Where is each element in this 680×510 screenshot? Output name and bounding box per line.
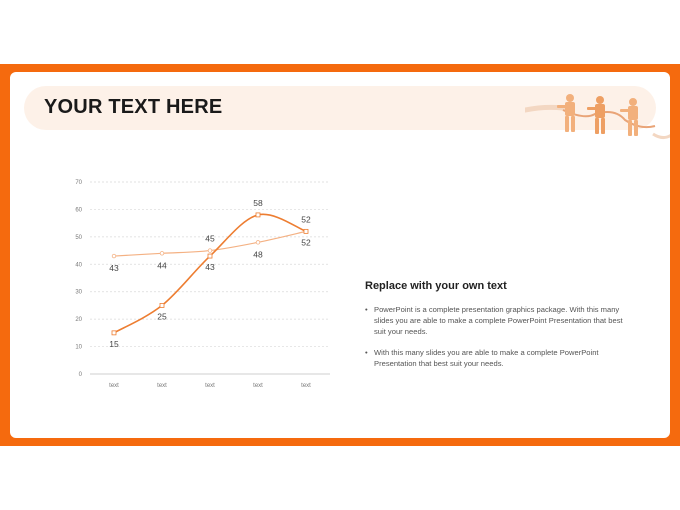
bullet-item — [365, 304, 625, 337]
data-label: 43 — [109, 263, 119, 274]
x-tick-label: text — [301, 383, 311, 389]
data-point — [112, 331, 116, 335]
data-point — [256, 241, 260, 245]
y-tick-label: 60 — [75, 207, 82, 214]
data-label: 44 — [157, 260, 167, 271]
bullet-text: PowerPoint is a complete presentation graphics package. With this many slides you are able to make a complete PowerPoint Presentation that best suit your needs. — [374, 305, 623, 336]
data-label: 52 — [301, 214, 311, 225]
data-label: 43 — [205, 262, 215, 273]
data-label: 48 — [253, 249, 263, 260]
data-point — [160, 252, 164, 256]
x-tick-label: text — [205, 383, 215, 389]
data-label: 45 — [205, 233, 215, 244]
y-tick-label: 70 — [75, 180, 82, 186]
y-tick-label: 50 — [75, 234, 82, 241]
x-tick-label: text — [109, 383, 119, 389]
text-panel — [365, 280, 625, 379]
bullet-dot: • — [365, 348, 368, 357]
line-chart — [60, 172, 350, 438]
data-label: 52 — [301, 237, 311, 248]
data-label: 58 — [253, 197, 263, 208]
text-heading: Replace with your own text — [365, 280, 507, 292]
y-tick-label: 30 — [75, 289, 82, 296]
firefighters-illustration — [525, 90, 670, 150]
data-point — [160, 303, 164, 307]
data-point — [208, 254, 212, 258]
x-tick-label: text — [253, 383, 263, 389]
slide-content — [10, 72, 670, 438]
data-point — [112, 254, 116, 258]
bullet-dot: • — [365, 305, 368, 314]
page-title: YOUR TEXT HERE — [44, 96, 223, 118]
data-label: 15 — [109, 338, 119, 349]
y-tick-label: 40 — [75, 262, 82, 269]
data-point — [256, 213, 260, 217]
slide-frame — [0, 64, 680, 446]
y-tick-label: 10 — [75, 344, 82, 351]
y-tick-label: 0 — [78, 372, 82, 378]
y-tick-label: 20 — [75, 317, 82, 324]
data-point — [304, 229, 308, 233]
bullet-text: With this many slides you are able to make a complete PowerPoint Presentation that best suit your needs. — [374, 348, 599, 368]
x-tick-label: text — [157, 383, 167, 389]
bullet-item — [365, 347, 625, 369]
bullet-list — [365, 304, 625, 369]
data-point — [208, 249, 212, 253]
data-label: 25 — [157, 311, 167, 322]
series-line-0 — [114, 214, 306, 333]
